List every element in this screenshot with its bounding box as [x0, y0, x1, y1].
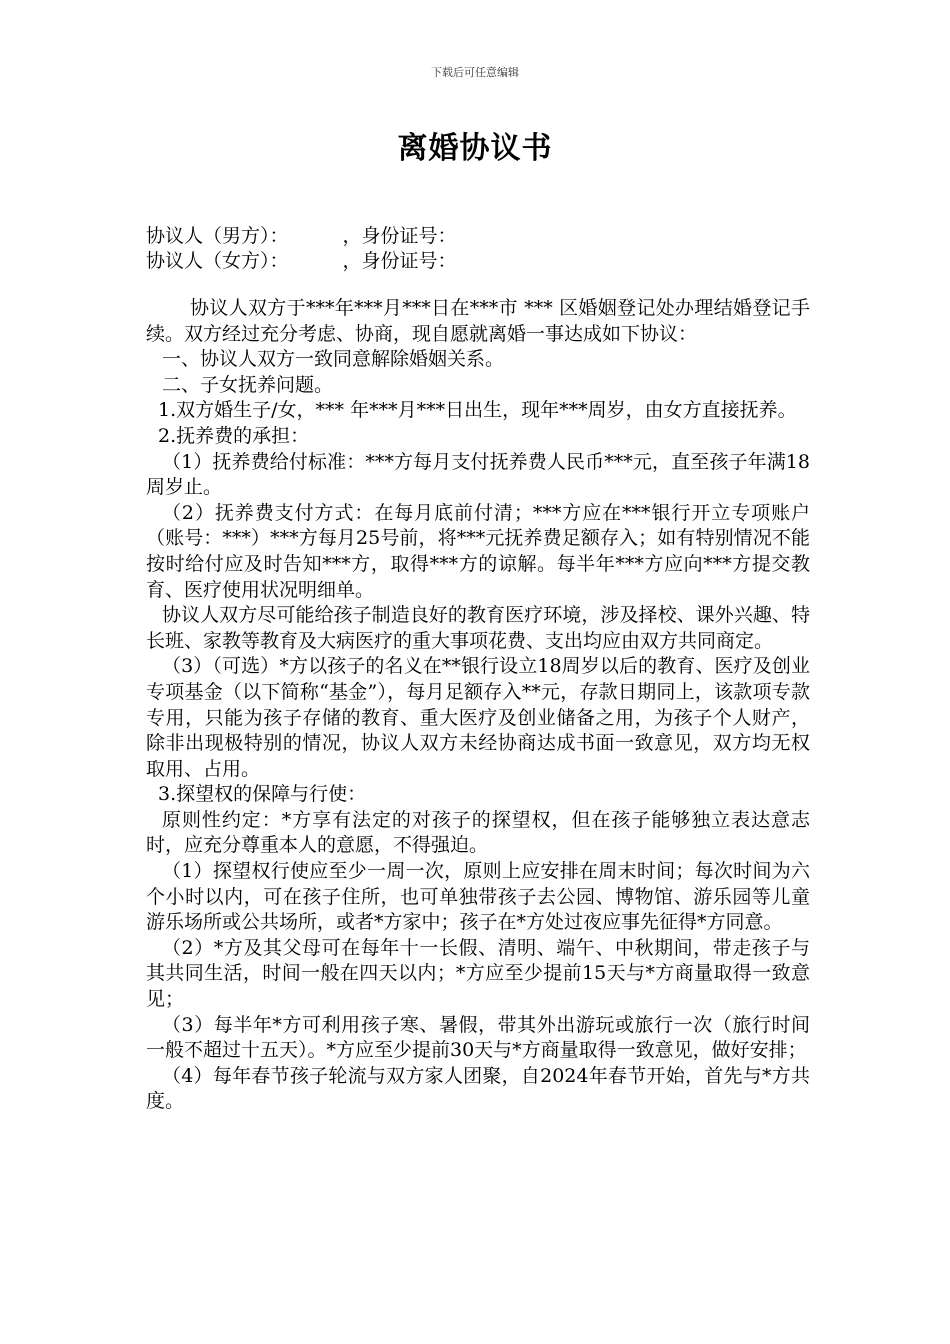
paragraph-visitation-3: （3）每半年*方可利用孩子寒、暑假，带其外出游玩或旅行一次（旅行时间一般不超过十五天）。*方应至少提前30天与*方商量取得一致意见，做好安排； [146, 1013, 810, 1062]
paragraph-preamble: 协议人双方于***年***月***日在***市 *** 区婚姻登记处办理结婚登记手续。双方经过充分考虑、协商，现自愿就离婚一事达成如下协议： [146, 297, 810, 345]
paragraph-fund: （3）（可选）*方以孩子的名义在**银行设立18周岁以后的教育、医疗及创业专项基金（以下简称“基金”），每月足额存入**元，存款日期同上，该款项专款专用，只能为孩子存储的教育、重大医疗及创业储备之用，为孩子个人财产，除非出现极特别的情况，协议人双方未经协商达成书面一致意见，双方均无权取用、占用。 [146, 655, 810, 780]
paragraph-visitation-2: （2）*方及其父母可在每年十一长假、清明、端午、中秋期间，带走孩子与其共同生活，时间一般在四天以内；*方应至少提前15天与*方商量取得一致意见； [146, 936, 810, 1011]
header-note: 下载后可任意编辑 [431, 66, 519, 79]
paragraph-clause-2: 二、子女抚养问题。 [162, 373, 334, 396]
party-label-male: 协议人（男方）： [146, 225, 289, 247]
party-info [146, 224, 826, 274]
paragraph-support-payment: （2）抚养费支付方式：在每月底前付清；***方应在***银行开立专项账户（账号：***）***方每月25号前，将***元抚养费足额存入；如有特别情况不能按时给付应及时告知***方，取得***方的谅解。每半年***方应向***方提交教育、医疗使用状况明细单。 [146, 501, 810, 601]
agreement-body [146, 296, 810, 1115]
party-label-female: 协议人（女方）： [146, 250, 289, 272]
paragraph-support-standard: （1）抚养费给付标准：***方每月支付抚养费人民币***元，直至孩子年满18周岁止。 [146, 450, 810, 499]
paragraph-child-birth: 1.双方婚生子/女，*** 年***月***日出生，现年***周岁，由女方直接抚养。 [158, 399, 797, 422]
party-line-male [146, 224, 826, 249]
paragraph-visitation-principle: 原则性约定：*方享有法定的对孩子的探望权，但在孩子能够独立表达意志时，应充分尊重本人的意愿，不得强迫。 [146, 808, 810, 857]
party-id-label-male: ，身份证号： [342, 225, 457, 247]
paragraph-support-heading: 2.抚养费的承担： [158, 424, 310, 447]
paragraph-education-medical: 协议人双方尽可能给孩子制造良好的教育医疗环境，涉及择校、课外兴趣、特长班、家教等教育及大病医疗的重大事项花费、支出均应由双方共同商定。 [146, 604, 810, 652]
paragraph-clause-1: 一、协议人双方一致同意解除婚姻关系。 [162, 348, 505, 371]
paragraph-visitation-heading: 3.探望权的保障与行使： [158, 783, 367, 806]
party-id-label-female: ，身份证号： [342, 250, 457, 272]
paragraph-visitation-4: （4）每年春节孩子轮流与双方家人团聚，自2024年春节开始，首先与*方共度。 [146, 1064, 810, 1113]
paragraph-visitation-1: （1）探望权行使应至少一周一次，原则上应安排在周末时间；每次时间为六个小时以内，可在孩子住所，也可单独带孩子去公园、博物馆、游乐园等儿童游乐场所或公共场所，或者*方家中；孩子在*方处过夜应事先征得*方同意。 [146, 860, 810, 934]
page-title: 离婚协议书 [397, 131, 553, 166]
party-line-female [146, 249, 826, 274]
